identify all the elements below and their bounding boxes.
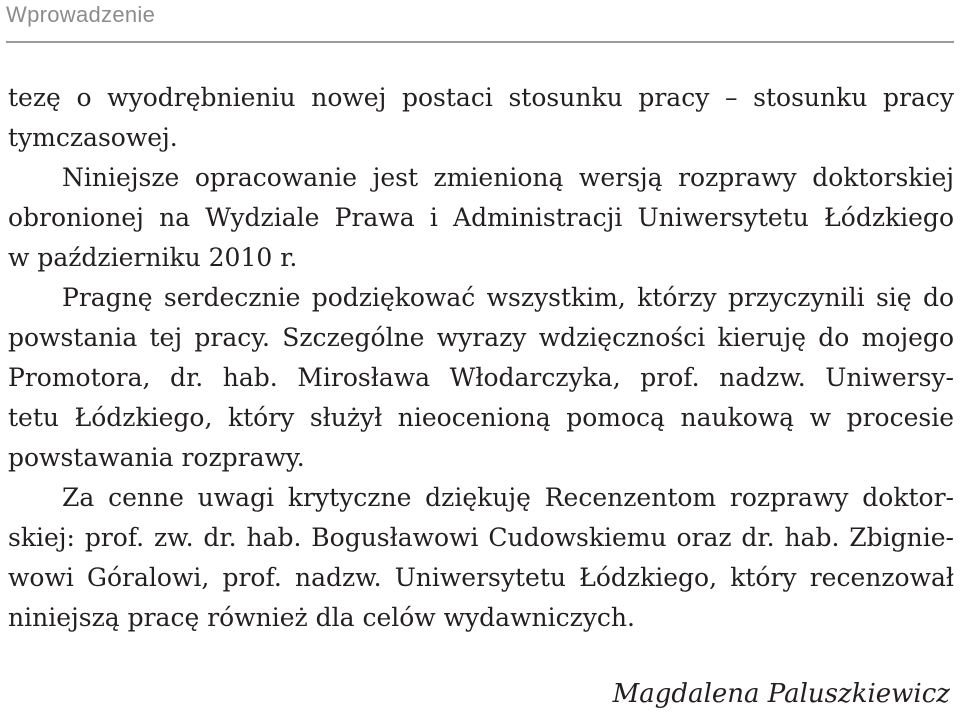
text-line: tezę o wyodrębnieniu nowej postaci stosunku pracy – stosunku pracy	[8, 83, 954, 112]
text-line: Pragnę serdecznie podziękować wszystkim, którzy przyczynili się do	[62, 283, 954, 312]
body-text	[8, 78, 954, 638]
text-line: skiej: prof. zw. dr. hab. Bogusławowi Cudowskiemu oraz dr. hab. Zbignie-	[8, 523, 954, 552]
text-line: wowi Góralowi, prof. nadzw. Uniwersytetu Łódzkiego, który recenzował	[8, 563, 954, 592]
text-line: niniejszą pracę również dla celów wydawniczych.	[8, 603, 635, 632]
text-line: Niniejsze opracowanie jest zmienioną wersją rozprawy doktorskiej	[62, 163, 954, 192]
running-header: Wprowadzenie	[6, 2, 156, 27]
text-line: Promotora, dr. hab. Mirosława Włodarczyka, prof. nadzw. Uniwersy-	[8, 363, 954, 392]
text-line: w październiku 2010 r.	[8, 243, 298, 272]
text-line: powstawania rozprawy.	[8, 443, 305, 472]
text-line: powstania tej pracy. Szczególne wyrazy wdzięczności kieruję do mojego	[8, 323, 954, 352]
text-line: Za cenne uwagi krytyczne dziękuję Recenzentom rozprawy doktor-	[62, 483, 954, 512]
text-line: tetu Łódzkiego, który służył nieocenioną pomocą naukową w procesie	[8, 403, 954, 432]
author-signature: Magdalena Paluszkiewicz	[612, 679, 950, 709]
text-line: obronionej na Wydziale Prawa i Administracji Uniwersytetu Łódzkiego	[8, 203, 954, 232]
text-line: tymczasowej.	[8, 123, 178, 152]
header-rule	[6, 41, 954, 43]
